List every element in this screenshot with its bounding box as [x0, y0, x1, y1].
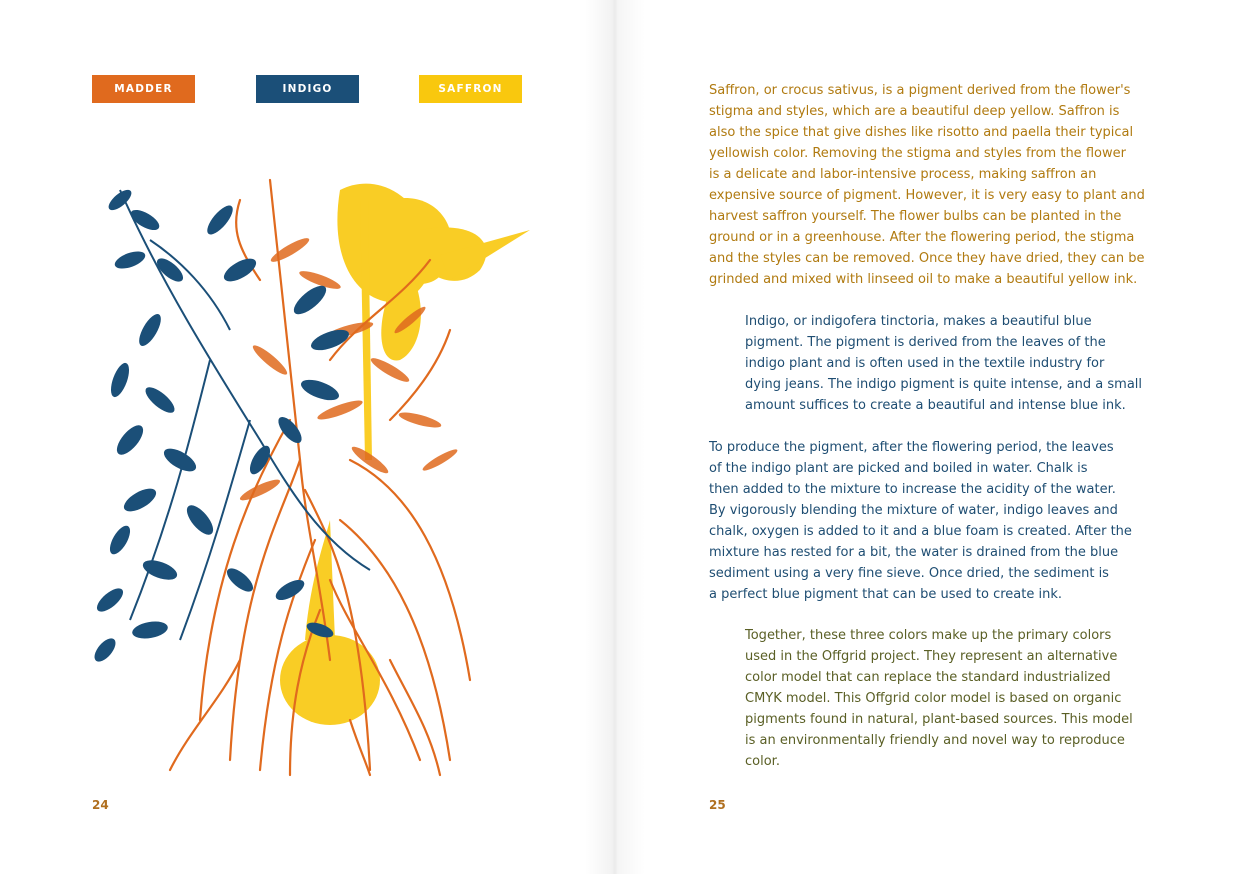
- text-line: of the indigo plant are picked and boiled in water. Chalk is: [709, 461, 1088, 476]
- text-line: indigo plant and is often used in the textile industry for: [745, 356, 1105, 371]
- text-line: is a delicate and labor-intensive process, making saffron an: [709, 167, 1097, 182]
- text-line: Together, these three colors make up the primary colors: [745, 628, 1112, 643]
- saffron-paragraph: [709, 80, 1179, 290]
- text-line: By vigorously blending the mixture of water, indigo leaves and: [709, 503, 1118, 518]
- text-line: a perfect blue pigment that can be used to create ink.: [709, 587, 1063, 602]
- text-line: dying jeans. The indigo pigment is quite intense, and a small: [745, 377, 1143, 392]
- text-line: ground or in a greenhouse. After the flowering period, the stigma: [709, 230, 1135, 245]
- text-line: grinded and mixed with linseed oil to make a beautiful yellow ink.: [709, 272, 1138, 287]
- text-line: amount suffices to create a beautiful and intense blue ink.: [745, 398, 1126, 413]
- text-line: also the spice that give dishes like risotto and paella their typical: [709, 125, 1134, 140]
- botanical-illustration-icon: [90, 160, 550, 780]
- tag-madder: MADDER: [92, 75, 195, 103]
- text-line: To produce the pigment, after the flowering period, the leaves: [709, 440, 1114, 455]
- together-paragraph: [745, 625, 1215, 772]
- page-number-left: 24: [92, 798, 109, 812]
- text-line: stigma and styles, which are a beautiful deep yellow. Saffron is: [709, 104, 1120, 119]
- text-line: color model that can replace the standard industrialized: [745, 670, 1111, 685]
- tag-indigo: INDIGO: [256, 75, 359, 103]
- text-line: pigments found in natural, plant-based sources. This model: [745, 712, 1133, 727]
- text-line: is an environmentally friendly and novel way to reproduce: [745, 733, 1125, 748]
- left-page: [0, 0, 612, 874]
- text-line: Saffron, or crocus sativus, is a pigment derived from the flower's: [709, 83, 1131, 98]
- text-line: expensive source of pigment. However, it is very easy to plant and: [709, 188, 1145, 203]
- text-line: CMYK model. This Offgrid color model is based on organic: [745, 691, 1122, 706]
- indigo-paragraph: [745, 311, 1215, 416]
- text-line: mixture has rested for a bit, the water is drained from the blue: [709, 545, 1119, 560]
- text-line: sediment using a very fine sieve. Once dried, the sediment is: [709, 566, 1109, 581]
- text-line: and the styles can be removed. Once they have dried, they can be: [709, 251, 1145, 266]
- text-line: used in the Offgrid project. They represent an alternative: [745, 649, 1118, 664]
- text-line: harvest saffron yourself. The flower bulbs can be planted in the: [709, 209, 1122, 224]
- tag-saffron: SAFFRON: [419, 75, 522, 103]
- text-line: Indigo, or indigofera tinctoria, makes a beautiful blue: [745, 314, 1092, 329]
- text-line: chalk, oxygen is added to it and a blue foam is created. After the: [709, 524, 1132, 539]
- text-line: then added to the mixture to increase the acidity of the water.: [709, 482, 1116, 497]
- produce-paragraph: [709, 437, 1179, 605]
- text-line: color.: [745, 754, 780, 769]
- saffron-flower-icon: [280, 184, 530, 725]
- text-line: yellowish color. Removing the stigma and styles from the flower: [709, 146, 1126, 161]
- page-number-right: 25: [709, 798, 726, 812]
- text-line: pigment. The pigment is derived from the leaves of the: [745, 335, 1106, 350]
